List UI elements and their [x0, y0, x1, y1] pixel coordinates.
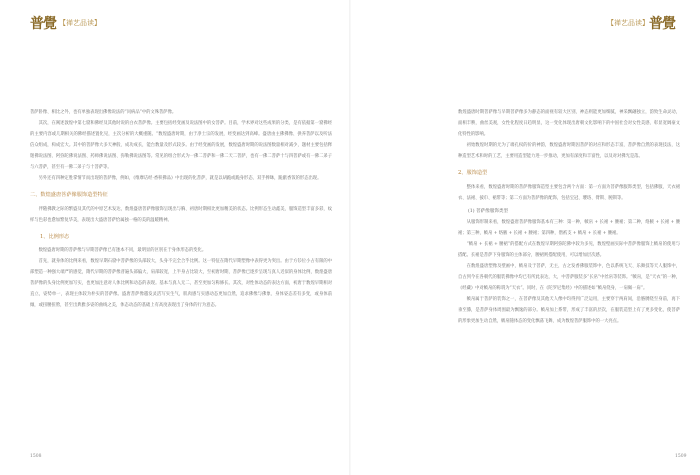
- page-number-left: 1508: [30, 454, 42, 459]
- paragraph: 另外还有四种定胜掌情节而出现的菩萨像，例如，《维摩诘经·香积佛品》中出现的化菩萨，就是以胡跪或跪身形态、双手捧缽，跪献香饭的形态出现。: [38, 176, 322, 181]
- paragraph: 首先，就身体的比例来看，数煌早期石窟中菩萨像的头部较大，头身不完全合乎比例。这一特征在隋代早期塑像中表得更为突出。由于方钐位小占有限的中部塑造一种强大端严的感觉，隋代早期的菩萨像普遍头部偏大，肩部较宽，上半身占比较大，至初唐时期，菩萨像已逐步呈现与真人近似的身体比例，数煌盛唐菩萨像的头身比例更加写实，也更加注意对人体比例和动态的表现。基本与真人无二，甚至更加匀称修长。其次，对性体动态的表达方面，初唐于数煌早期相对直立，姿势单一，表现主体较为朴实的菩萨像。盛唐菩萨像越发灵活写实生气，肌肉感与实感动态更加自然，追求佛像与佛象、身体姿态差有多变，或身体前倾，或扭腰扭胯，甚至出典雅多姿的曲线之美，体态动态的基础上有高度表现出了身体的行为意态。: [30, 259, 332, 308]
- brand-title: 【禅艺品读】: [607, 19, 649, 27]
- paragraph: 在数煌盛唐塑像及壁画中，帔帛及于菩萨，无主，古之发香佛服装饰中，色以系统飞天、乐舞技等天人服饰中，自古到今在各朝代的服装佛像中均已有所此表达，大，中菩萨服装多“长帛”中丝帛等装饰。“帔帛，是“天衣”的一种，《经藏》中对帔帛的称谓为“天衣”。同时，在《陀罗尼集经》中的描述如“帔帛绕身，一肩佩一肩”。: [458, 264, 680, 291]
- left-header: [30, 13, 101, 33]
- logo: 普覺: [30, 16, 56, 32]
- page-number-right: 1509: [675, 454, 687, 459]
- paragraph: 从服饰形制来看，数煌盛唐菩萨像服饰基本有三种：第一种，帔帛 + 长裙 + 腰裙；第二种，络腋 + 长裙 + 腰裙；第三种，帔帛 + 络腋 + 长裙 + 腰裙；第四种，僧祇支 + 帔帛 + 长裙 + 腰裙。: [458, 220, 680, 236]
- paragraph: 帔帛属于菩萨的装饰之一，在菩萨像及其他天人像中均得到广泛运用，主要穿于两肩间，沿胳膊绕至身前，再下垂至膝，是菩萨身体周围最为飘逸的部分。帔帛加上系带，形成了丰富的层次，在服装造型上有了更多变化，使菩萨的形象更加生动自然，帔帛随体态的变化飘荡飞舞，成为数煌菩萨服饰中的一大亮点。: [458, 297, 680, 324]
- paragraph: 数煌盛唐时期的菩萨像与早期菩萨像已有逢本不同，最明显的区别在于身体形态的变化。: [38, 248, 207, 253]
- paragraph: 初始数煌时期的尤为了端孔权的价的神韵，数煌盛唐时期因菩萨的对应和形态丰富，菩萨像自然的表现技法，这种造型艺术和时的工艺，主要用造型能力进一步推动，更加有深度和丰富性，以及对对佛光是落。: [458, 143, 680, 159]
- subsection-title: (1) 菩萨像服饰类型: [468, 209, 509, 214]
- paragraph: 伴随佛教之际的繁盛及其代的中原艺术发达，数煌盛唐菩萨像服饰呈现出与胸、初唐时期相比更加精美的状态。比例形态生动鑫美，服饰造型丰富多彩，纹样与色彩也愈加繁复华美，表现出大盛唐菩萨恰属独一格的美的温暖精神。: [30, 207, 332, 223]
- paragraph: 数煌盛唐时期菩萨像与早期菩萨像多为静态的面视有较大区别，神态则能更加细腻，神采飘翩独立，韵致生命灵动，面相丰腴，曲丝美观，女性化程度日趋明显，这一变化体现出唐朝文化影响下的中国社会对女性美感、彰显宽阔豪文化特性的影响。: [458, 110, 680, 137]
- paragraph: 整体来看，数煌盛唐时期的菩萨像服饰造型主要包含两个方面：第一方面为菩萨像服饰类型，包括佛服、天衣裙衣、法裙、披巾、裙带等；第二方面为菩萨像的配饰，包括宝冠、璎珞、臂钏、腕钏等。: [458, 185, 680, 201]
- paragraph: 菩萨卧像、相比之外，也有单独表现出佛像说法的“问病品”中的文殊菩萨像。: [30, 110, 177, 115]
- section-title: 2、服饰造型: [458, 170, 488, 176]
- paragraph: “帔帛 + 长裙 + 腰裙”的搭配方式在数煌早期阿弥陀佛中较为多见，数煌壁画实际中菩萨像服饰上帔帛的使用与搭配。长裙是菩萨下身服饰的主体部分，腰裙则搭配使用，可以增加层次感。: [458, 242, 680, 258]
- paragraph: 其次，在阐述敦煌中第七窟和佛经及其他时说的白衣菩萨像。主要包括经变画及说法图中的女菩萨。目前，学术界对这些成果的分类，是有依据第一窟佛经的主要内容或几期相关的佛经描述置化见，主次分析的大概重随。“数煌盛唐时期，由于净土宗的发展，经变画达到高峰。盛唐由主佛佛像、供养菩萨以及听法信众组成，构成宏大。其中的菩萨像大多天神般、成功成长，能台数量及形式较多。由于经变画的发展，数煌盛唐时期的说法图数量相对减少，题材主要包括释迦佛说法图、阿弥陀佛说法图、药师佛说法图、弥勒佛说法图等。常见的组合形式为一佛二菩萨和一佛二天二菩萨，也有一佛二菩萨十与四菩萨或有一佛二弟子与六菩萨，甚至有一佛二弟子与十菩萨等。: [30, 121, 332, 170]
- right-header: [604, 13, 675, 33]
- brand-title: 【禅艺品读】: [59, 19, 101, 27]
- right-text-column: [458, 107, 680, 327]
- left-text-column: [30, 107, 332, 311]
- subsection-title: 1、比例形态: [40, 234, 70, 240]
- logo: 普覺: [649, 16, 675, 32]
- right-page: [350, 0, 700, 475]
- section-title: 二、数煌盛唐菩萨像服饰造型特征: [30, 192, 108, 198]
